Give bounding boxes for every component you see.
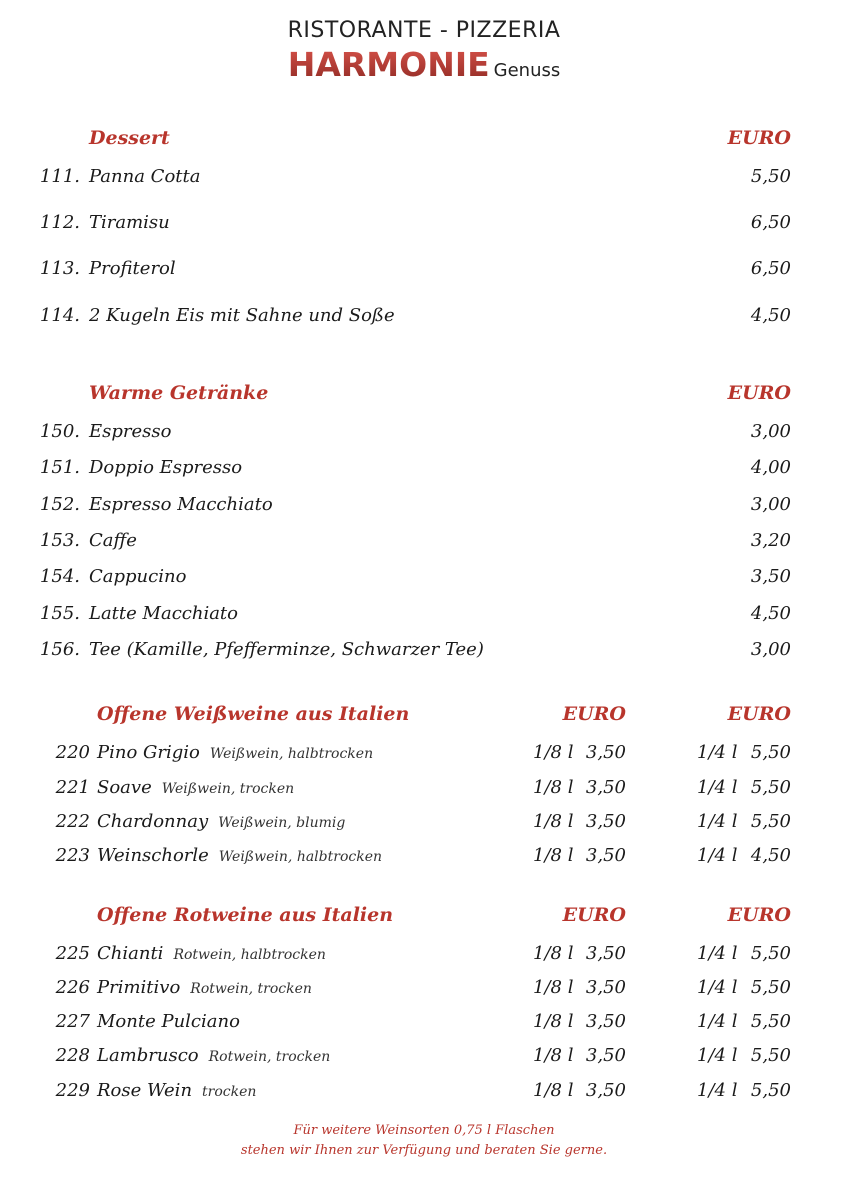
glass-size-large: 1/4 l (697, 777, 738, 798)
glass-size-large: 1/4 l (697, 742, 738, 763)
price-large-glass: 5,50 (750, 777, 791, 798)
wine-description: Rotwein, trocken (208, 1049, 331, 1065)
item-price: 4,00 (750, 457, 791, 478)
currency-header-white-small: EURO (562, 703, 626, 725)
item-name: Tiramisu (89, 212, 170, 233)
footer-note-line2: stehen wir Ihnen zur Verfügung und beraten Sie gerne. (240, 1143, 608, 1158)
glass-size-small: 1/8 l (533, 777, 574, 798)
item-price: 3,00 (750, 639, 791, 660)
glass-size-small: 1/8 l (533, 943, 574, 964)
wine-description: trocken (202, 1084, 257, 1100)
price-large-glass: 5,50 (750, 1045, 791, 1066)
currency-header-red-large: EURO (727, 904, 791, 926)
price-large-glass: 5,50 (750, 977, 791, 998)
item-number: 150. (39, 421, 80, 442)
item-price: 6,50 (750, 258, 791, 279)
section-title-white-wines: Offene Weißweine aus Italien (97, 703, 410, 725)
wine-name: Soave (97, 777, 152, 798)
wine-entry (97, 1045, 330, 1066)
wine-number: 229 (55, 1080, 90, 1101)
item-name: Latte Macchiato (89, 603, 239, 624)
wine-description: Rotwein, trocken (190, 981, 312, 997)
wine-description: Weißwein, halbtrocken (218, 849, 382, 865)
price-small-glass: 3,50 (585, 742, 626, 763)
wine-entry (97, 1011, 240, 1032)
item-number: 151. (39, 457, 80, 478)
glass-size-small: 1/8 l (533, 811, 574, 832)
item-price: 5,50 (750, 166, 791, 187)
price-small-glass: 3,50 (585, 1011, 626, 1032)
currency-header-red-small: EURO (562, 904, 626, 926)
item-number: 111. (39, 166, 80, 187)
price-large-glass: 5,50 (750, 943, 791, 964)
glass-size-large: 1/4 l (697, 811, 738, 832)
item-price: 4,50 (750, 305, 791, 326)
glass-size-small: 1/8 l (533, 845, 574, 866)
price-large-glass: 5,50 (750, 1080, 791, 1101)
wine-entry (97, 811, 345, 832)
price-small-glass: 3,50 (585, 943, 626, 964)
item-price: 4,50 (750, 603, 791, 624)
glass-size-large: 1/4 l (697, 1045, 738, 1066)
item-number: 112. (39, 212, 80, 233)
glass-size-small: 1/8 l (533, 742, 574, 763)
glass-size-small: 1/8 l (533, 1045, 574, 1066)
glass-size-small: 1/8 l (533, 977, 574, 998)
item-name: Tee (Kamille, Pfefferminze, Schwarzer Tee) (89, 639, 484, 660)
item-name: Profiterol (89, 258, 176, 279)
wine-entry (97, 943, 326, 964)
wine-entry (97, 777, 294, 798)
price-small-glass: 3,50 (585, 845, 626, 866)
wine-name: Lambrusco (97, 1045, 199, 1066)
price-small-glass: 3,50 (585, 1080, 626, 1101)
wine-number: 226 (55, 977, 90, 998)
brand-name: HARMONIE (287, 45, 490, 84)
wine-name: Weinschorle (97, 845, 209, 866)
price-large-glass: 5,50 (750, 742, 791, 763)
item-name: Caffe (89, 530, 137, 551)
wine-number: 222 (55, 811, 90, 832)
section-title-warm-drinks: Warme Getränke (89, 382, 269, 404)
wine-entry (97, 1080, 256, 1101)
item-price: 3,20 (750, 530, 791, 551)
item-price: 6,50 (750, 212, 791, 233)
price-small-glass: 3,50 (585, 1045, 626, 1066)
wine-description: Weißwein, blumig (218, 815, 346, 831)
glass-size-large: 1/4 l (697, 1011, 738, 1032)
wine-name: Chianti (97, 943, 164, 964)
item-price: 3,00 (750, 421, 791, 442)
footer-note-line1: Für weitere Weinsorten 0,75 l Flaschen (293, 1123, 555, 1138)
wine-number: 223 (55, 845, 90, 866)
item-number: 156. (39, 639, 80, 660)
price-small-glass: 3,50 (585, 811, 626, 832)
glass-size-small: 1/8 l (533, 1080, 574, 1101)
price-large-glass: 5,50 (750, 1011, 791, 1032)
wine-number: 228 (55, 1045, 90, 1066)
wine-name: Rose Wein (97, 1080, 193, 1101)
item-number: 152. (39, 494, 80, 515)
item-number: 113. (39, 258, 80, 279)
wine-name: Pino Grigio (97, 742, 200, 763)
glass-size-large: 1/4 l (697, 845, 738, 866)
wine-number: 227 (55, 1011, 90, 1032)
wine-number: 220 (55, 742, 90, 763)
item-name: Panna Cotta (89, 166, 201, 187)
glass-size-small: 1/8 l (533, 1011, 574, 1032)
item-name: Doppio Espresso (89, 457, 243, 478)
glass-size-large: 1/4 l (697, 943, 738, 964)
item-name: Cappucino (89, 566, 187, 587)
item-number: 155. (39, 603, 80, 624)
item-name: Espresso (89, 421, 172, 442)
price-small-glass: 3,50 (585, 977, 626, 998)
item-name: Espresso Macchiato (89, 494, 273, 515)
wine-number: 221 (55, 777, 90, 798)
restaurant-type: RISTORANTE - PIZZERIA (287, 18, 561, 43)
item-number: 153. (39, 530, 80, 551)
wine-name: Chardonnay (97, 811, 209, 832)
section-title-red-wines: Offene Rotweine aus Italien (97, 904, 394, 926)
price-large-glass: 4,50 (750, 845, 791, 866)
currency-header-dessert: EURO (727, 127, 791, 149)
currency-header-white-large: EURO (727, 703, 791, 725)
price-large-glass: 5,50 (750, 811, 791, 832)
section-title-dessert: Dessert (89, 127, 170, 149)
brand-suffix: Genuss (493, 60, 561, 81)
item-price: 3,50 (750, 566, 791, 587)
item-number: 154. (39, 566, 80, 587)
item-name: 2 Kugeln Eis mit Sahne und Soße (89, 305, 395, 326)
restaurant-brand (0, 45, 848, 84)
wine-description: Weißwein, trocken (161, 781, 295, 797)
price-small-glass: 3,50 (585, 777, 626, 798)
wine-description: Rotwein, halbtrocken (173, 947, 326, 963)
wine-name: Primitivo (97, 977, 181, 998)
glass-size-large: 1/4 l (697, 977, 738, 998)
currency-header-warm-drinks: EURO (727, 382, 791, 404)
wine-description: Weißwein, halbtrocken (209, 746, 374, 762)
wine-name: Monte Pulciano (97, 1011, 240, 1032)
item-number: 114. (39, 305, 80, 326)
item-price: 3,00 (750, 494, 791, 515)
wine-number: 225 (55, 943, 90, 964)
wine-entry (97, 845, 382, 866)
wine-entry (97, 977, 312, 998)
wine-entry (97, 742, 373, 763)
glass-size-large: 1/4 l (697, 1080, 738, 1101)
